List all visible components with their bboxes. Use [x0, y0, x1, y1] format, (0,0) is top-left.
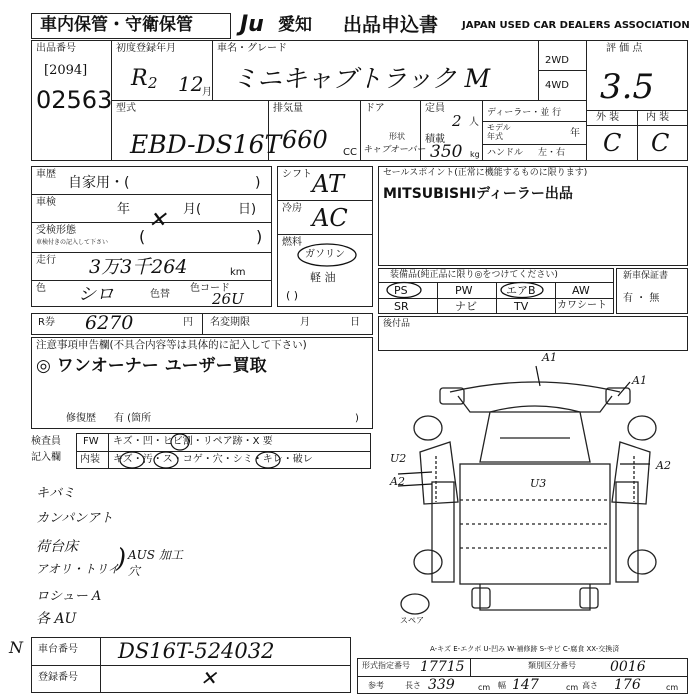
- model-year-label2: 年式: [487, 132, 503, 141]
- length-unit: cm: [478, 683, 491, 692]
- color-label: 色: [36, 283, 46, 294]
- dealer-label: ディーラー・並 行: [487, 108, 562, 118]
- note-line-3: 荷台床: [36, 539, 78, 555]
- logo-org: 愛知: [278, 15, 312, 35]
- reg-year: 2: [148, 74, 158, 92]
- warranty-value: 有 ・ 無: [623, 293, 660, 304]
- note-line-4: アオリ・トリイ: [36, 562, 120, 576]
- shape-label: 形状: [389, 132, 405, 141]
- capacity-label: 定員: [425, 103, 445, 114]
- length-label: 長さ: [405, 681, 421, 690]
- drive-4wd: 4WD: [545, 80, 569, 91]
- exterior-value: C: [603, 129, 622, 157]
- type-value: EBD-DS16T: [130, 130, 282, 159]
- name-change-month: 月: [300, 317, 310, 328]
- interior-label: 内 装: [646, 112, 670, 123]
- note-line-1: キバミ: [36, 486, 76, 501]
- fuel-label: 燃料: [282, 237, 302, 248]
- notes-label: 注意事項申告欄(不具合内容等は具体的に記入して下さい): [36, 339, 307, 351]
- inspection-year: 年: [117, 202, 131, 217]
- model-value: ミニキャブトラック M: [232, 64, 491, 93]
- lot-label: 出品番号: [36, 43, 76, 54]
- load-value: 350: [430, 142, 463, 162]
- equip-sr: SR: [394, 300, 409, 313]
- mileage-label: 走行: [36, 255, 56, 266]
- shift-label: シフト: [282, 169, 312, 180]
- mileage-value: 3万3千264: [89, 256, 188, 278]
- interior-inspect-items: キズ・汚・ス・コゲ・穴・シミ・キレ・破レ: [113, 454, 313, 465]
- shift-value: AT: [312, 170, 345, 198]
- history-close: ): [255, 175, 261, 191]
- handle-label: ハンドル: [487, 148, 524, 158]
- height-label: 高さ: [582, 681, 598, 690]
- eval-label: 評 価 点: [606, 43, 643, 54]
- equip-navi: ナビ: [455, 300, 477, 313]
- receive-open: (: [139, 227, 146, 246]
- reg-month: 12: [178, 72, 204, 96]
- note-brace: ): [116, 544, 127, 574]
- sales-point-value: MITSUBISHIディーラー出品: [383, 186, 573, 202]
- equip-airbag-circle: [499, 281, 545, 299]
- diagram-label-a1-front: A1: [542, 351, 557, 364]
- after-install-box: [378, 316, 688, 351]
- cc-value: 660: [282, 126, 328, 154]
- lot-bracket: [2094]: [44, 63, 88, 78]
- diagram-label-a2-right: A2: [656, 459, 671, 472]
- name-change-label: 名変期限: [210, 317, 250, 328]
- chassis-value: DS16T-524032: [118, 639, 275, 663]
- cert-label: 形式指定番号: [362, 661, 410, 670]
- capacity-value: 2: [452, 112, 462, 130]
- class-value: 0016: [610, 659, 646, 675]
- model-label: 車名・グレード: [217, 43, 287, 54]
- cool-value: AC: [312, 204, 348, 232]
- width-unit: cm: [566, 683, 579, 692]
- load-label: 積載: [425, 134, 445, 145]
- form-title: 出品申込書: [343, 14, 439, 36]
- note-side: AUS 加工穴: [128, 548, 183, 578]
- color-code-value: 26U: [212, 290, 244, 308]
- diagram-label-a1-corner: A1: [632, 374, 647, 387]
- inspector-label2: 記入欄: [31, 452, 61, 463]
- load-unit: kg: [470, 150, 480, 159]
- inspection-day: 日): [238, 202, 257, 217]
- diagram-label-u2: U2: [390, 452, 407, 465]
- repair-value: 有 (箇所: [114, 413, 152, 424]
- exterior-label: 外 装: [596, 112, 620, 123]
- model-year-unit: 年: [570, 128, 580, 139]
- class-label: 類別区分番号: [528, 661, 576, 670]
- cert-value: 17715: [420, 659, 465, 675]
- equip-pw: PW: [455, 284, 473, 297]
- shape-value: キャブオーバー: [363, 145, 426, 155]
- equip-leather: カワシート: [557, 300, 607, 311]
- vehicle-diagram: [380, 352, 690, 632]
- inspector-label1: 検査員: [31, 436, 61, 447]
- eval-value: 3.5: [600, 67, 655, 107]
- notes-value: ◎ ワンオーナー ユーザー買取: [36, 356, 267, 376]
- equipment-label: 装備品(純正品に限り◎をつけてください): [390, 270, 558, 280]
- height-unit: cm: [666, 683, 679, 692]
- receive-close: ): [256, 227, 263, 246]
- history-label: 車歴: [36, 169, 56, 180]
- note-line-6: 各 AU: [36, 611, 77, 627]
- lot-number: 02563: [36, 86, 113, 114]
- receive-label: 受検形態: [36, 225, 76, 236]
- damage-legend: A-キズ E-エクボ U-凹み W-補修跡 S-サビ C-腐食 XX-交換済: [430, 645, 620, 653]
- color-swap-label: 色替: [150, 289, 170, 300]
- equip-aw: AW: [572, 284, 590, 297]
- equip-ps-circle: [384, 281, 424, 299]
- sales-point-box: [378, 166, 688, 266]
- fuel-alt: 軽 油: [310, 271, 336, 284]
- spec-ref-label: 参考: [368, 681, 384, 690]
- inspection-mark: ✕: [148, 208, 167, 233]
- mileage-unit: km: [230, 267, 246, 278]
- name-change-day: 日: [350, 317, 360, 328]
- note-line-2: カンパンアト: [36, 511, 114, 526]
- recycle-value: 6270: [85, 312, 134, 334]
- sales-point-label: セールスポイント(正常に機能するものに限ります): [383, 168, 588, 178]
- length-value: 339: [428, 677, 455, 693]
- type-label: 型式: [116, 103, 136, 114]
- equip-ps: PS: [394, 284, 408, 297]
- association-name: JAPAN USED CAR DEALERS ASSOCIATION: [462, 20, 690, 31]
- cc-unit: CC: [343, 147, 357, 158]
- repair-close: ): [355, 413, 359, 424]
- color-value: シロ: [78, 284, 114, 305]
- interior-inspect-label: 内装: [80, 454, 100, 465]
- fuel-paren: ( ): [286, 289, 299, 302]
- capacity-unit: 人: [469, 117, 479, 128]
- fuel-value: ガソリン: [305, 249, 345, 260]
- reg-label: 初度登録年月: [116, 43, 176, 54]
- interior-value: C: [651, 129, 670, 157]
- history-value: 自家用・(: [68, 175, 130, 191]
- handle-value: 左・右: [538, 148, 566, 158]
- storage-title: 車内保管・守衛保管: [40, 15, 193, 35]
- equip-airbag: エアB: [506, 284, 536, 297]
- fw-items: キズ・凹・ヒビ割・リペア跡・X 要: [113, 436, 273, 447]
- registration-label: 登録番号: [38, 672, 78, 683]
- inspector-marks: [108, 433, 373, 469]
- after-install-label: 後付品: [383, 319, 411, 329]
- diagram-label-u3: U3: [530, 477, 547, 490]
- width-value: 147: [512, 677, 539, 693]
- repair-label: 修復歴: [66, 413, 96, 424]
- door-label: ドア: [365, 103, 385, 114]
- receive-note: 車検付きの記入して下さい: [36, 239, 109, 246]
- diagram-label-a2-left: A2: [390, 475, 405, 488]
- reg-era: R: [131, 66, 148, 91]
- registration-mark: ✕: [200, 666, 217, 690]
- spare-label: スペア: [400, 616, 424, 625]
- chassis-label: 車台番号: [38, 644, 78, 655]
- warranty-label: 新車保証書: [623, 271, 669, 281]
- inspection-month: 月(: [183, 202, 202, 217]
- height-value: 176: [614, 677, 641, 693]
- recycle-label: R券: [38, 317, 55, 328]
- color-code-label: 色コード: [190, 283, 230, 294]
- model-year-label1: モデル: [487, 123, 511, 132]
- equip-tv: TV: [514, 300, 529, 313]
- cc-label: 排気量: [273, 103, 303, 114]
- width-label: 幅: [498, 681, 506, 690]
- recycle-unit: 円: [183, 317, 193, 328]
- drive-2wd: 2WD: [545, 55, 569, 66]
- reg-month-unit: 月: [202, 87, 212, 98]
- note-line-5: ロシュー A: [36, 589, 102, 604]
- fuel-circle: [296, 242, 358, 268]
- logo-mark: Ju: [240, 12, 264, 37]
- fw-label: FW: [83, 436, 99, 447]
- cool-label: 冷房: [282, 203, 302, 214]
- inspection-label: 車検: [36, 197, 56, 208]
- side-mark-n: N: [9, 638, 23, 657]
